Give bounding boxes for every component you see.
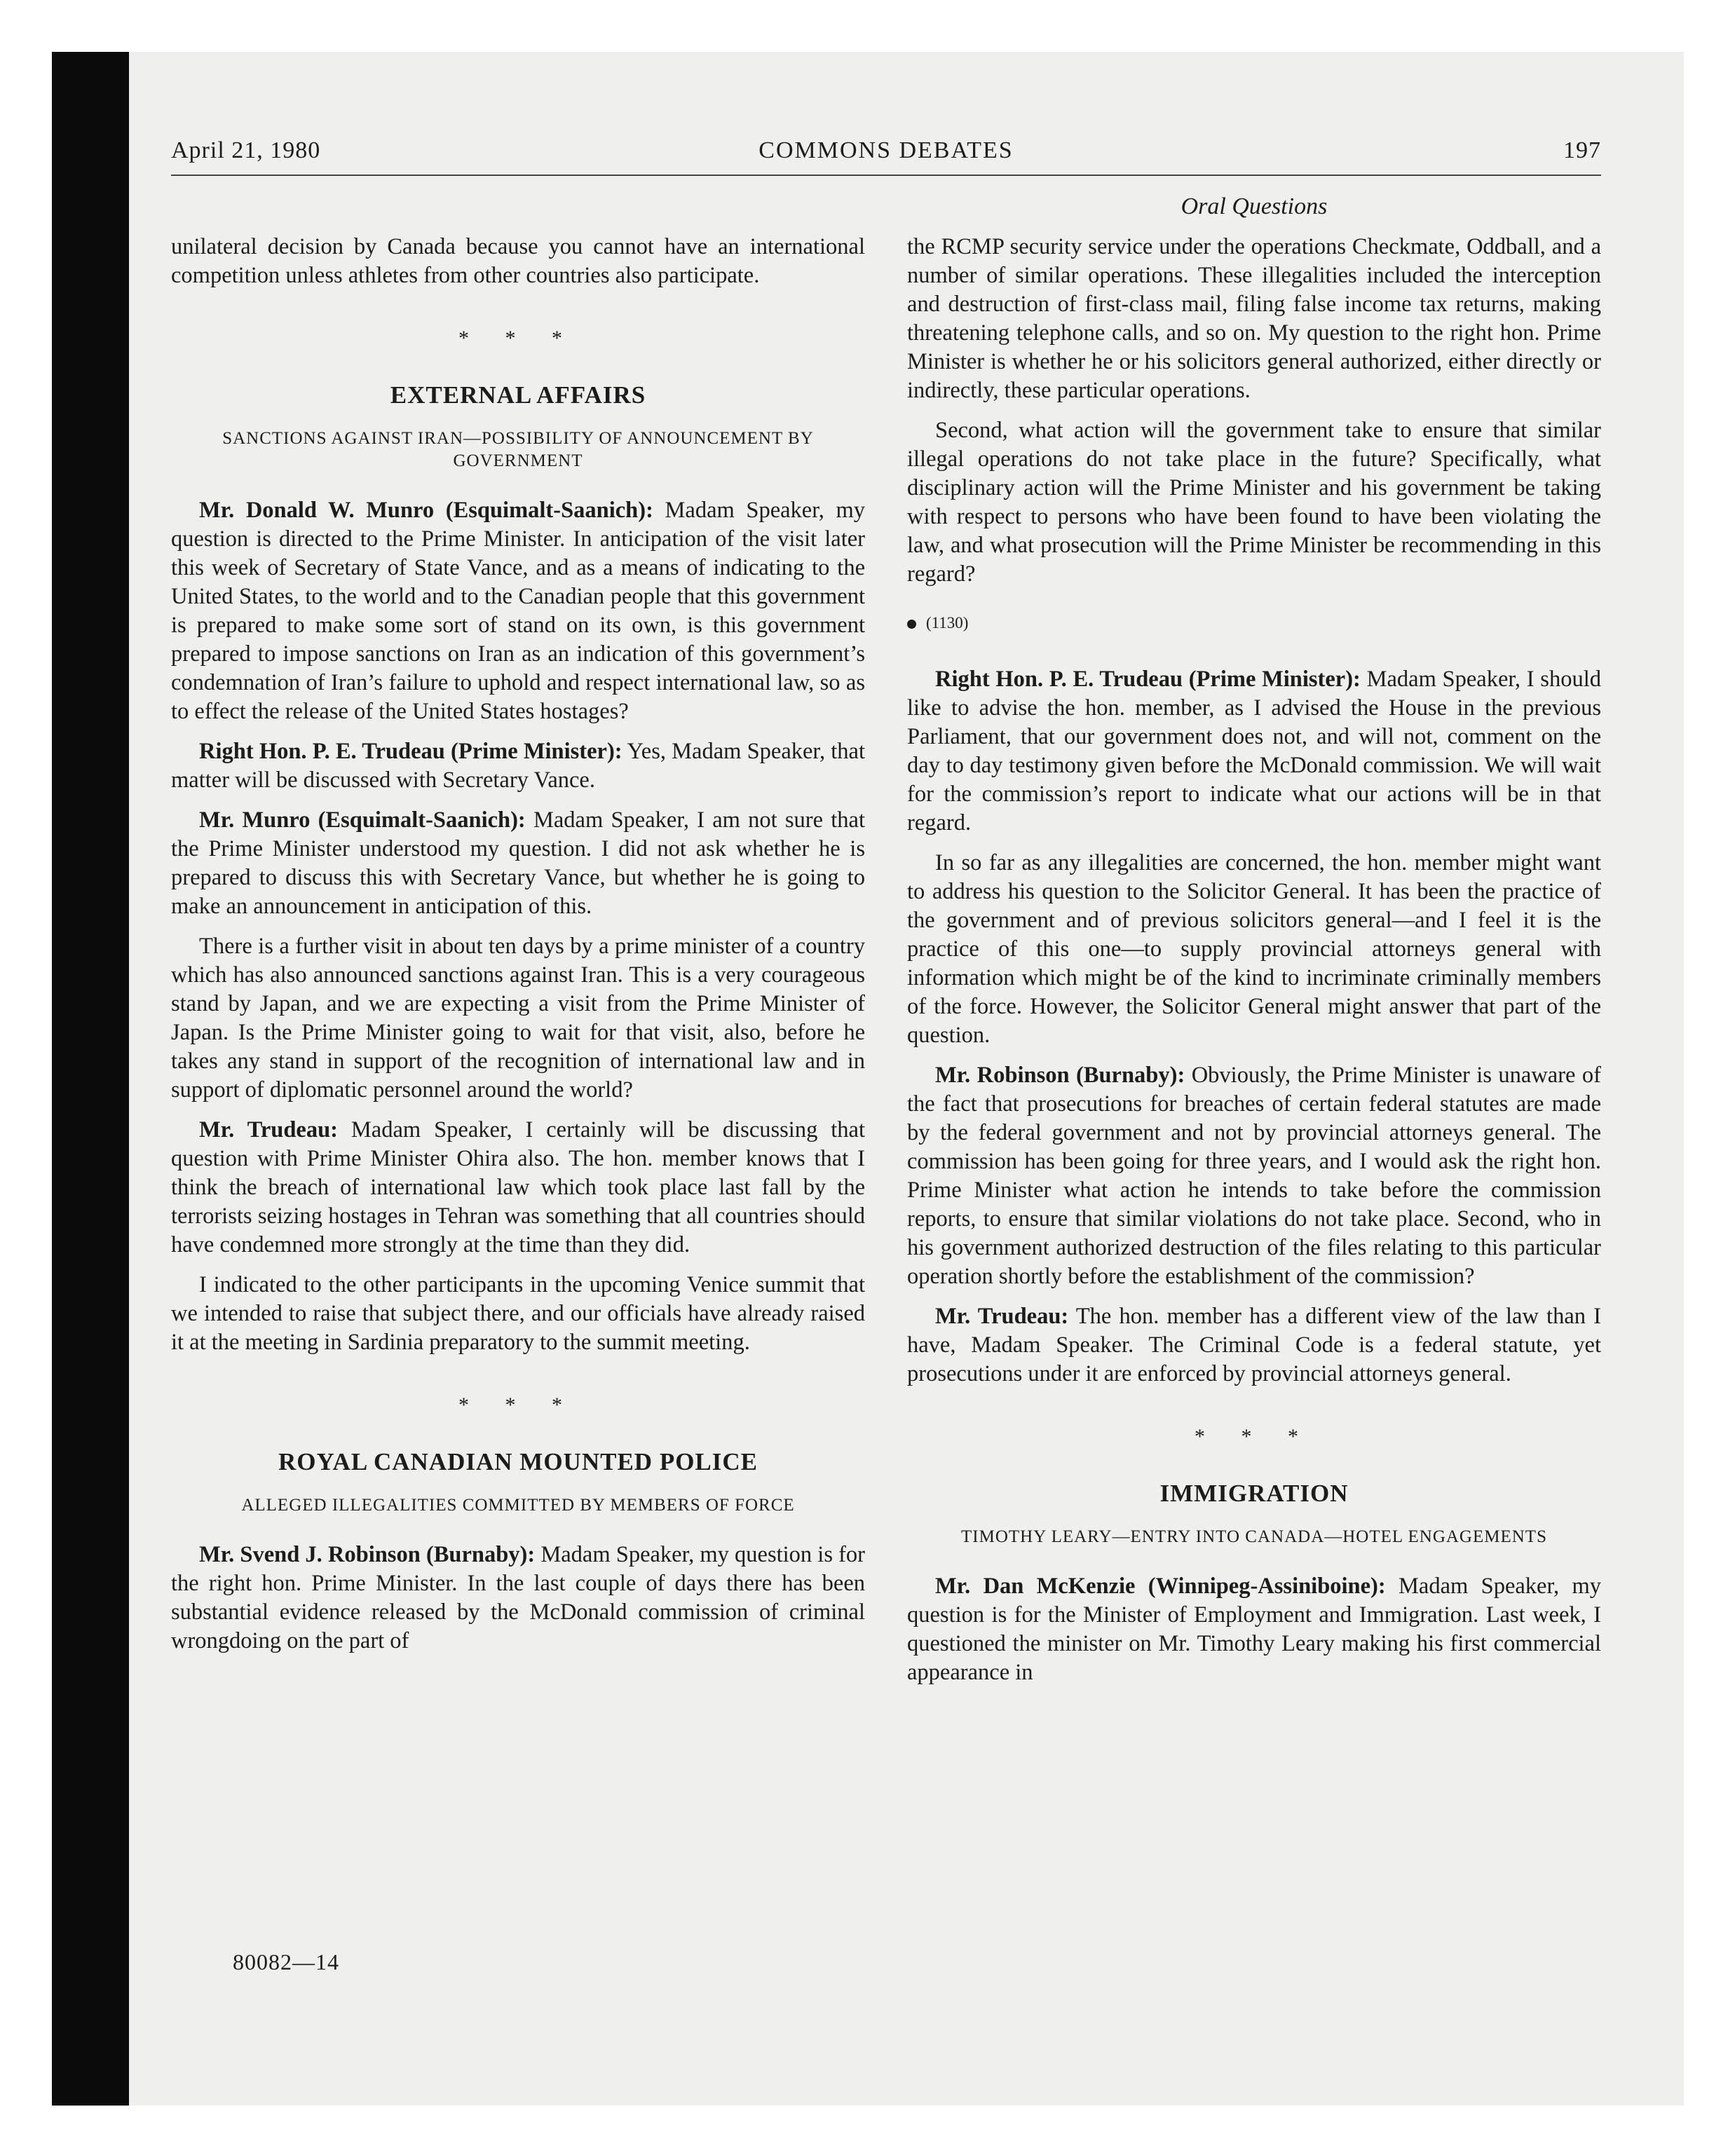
binding-edge-shadow xyxy=(52,52,129,2106)
speech-text: The hon. member has a different view of the law than I have, Madam Speaker. The Criminal Code is a federal statute, yet prosecutions under it are enforced by provincial attorneys general. xyxy=(907,1304,1601,1386)
timestamp-text: (1130) xyxy=(926,614,969,632)
page-date: April 21, 1980 xyxy=(171,137,321,163)
speaker-name: Mr. Trudeau: xyxy=(935,1304,1069,1329)
speech-text: Madam Speaker, my question is for the right hon. Prime Minister. In the last couple of days there has been substantial evidence released by the McDonald commission of criminal wrongdoing on the part of xyxy=(171,1542,866,1653)
speaker-name: Mr. Robinson (Burnaby): xyxy=(935,1063,1185,1088)
speech-text: Madam Speaker, my question is directed to the Prime Minister. In anticipation of the visit later this week of Secretary of State Vance, and as a means of indicating to the United States, to the world and to the Canadian people that this government is prepared to make some sort of stand on its own, is this government prepared to impose sanctions on Iran as an indication of this government’s condemnation of Iran’s failure to uphold and respect international law, so as to effect the release of the United States hostages? xyxy=(171,498,865,724)
section-heading: EXTERNAL AFFAIRS xyxy=(390,381,646,409)
section-heading: IMMIGRATION xyxy=(1159,1480,1349,1507)
speech-text: Madam Speaker, I should like to advise the hon. member, as I advised the House in the previous Parliament, that our government does not, and will not, comment on the day to day testimony given before the McDonald commission. We will wait for the commission’s report to indicate what our actions will be in that regard. xyxy=(907,667,1601,835)
section-subheading: TIMOTHY LEARY—ENTRY INTO CANADA—HOTEL ENGAGEMENTS xyxy=(961,1527,1547,1546)
speech-text: Yes, Madam Speaker, that matter will be discussed with Secretary Vance. xyxy=(171,739,865,793)
document-page xyxy=(171,137,1601,1974)
speaker-name: Mr. Munro (Esquimalt-Saanich): xyxy=(199,807,526,833)
section-subheading: ALLEGED ILLEGALITIES COMMITTED BY MEMBERS OF FORCE xyxy=(241,1496,795,1515)
section-separator: * * * xyxy=(458,1393,578,1417)
section-subheading: SANCTIONS AGAINST IRAN—POSSIBILITY OF ANNOUNCEMENT BY GOVERNMENT xyxy=(222,429,814,470)
speech-paragraph xyxy=(907,1572,1601,1687)
speaker-name: Right Hon. P. E. Trudeau (Prime Minister): xyxy=(935,667,1361,692)
section-subhead: Oral Questions xyxy=(1181,193,1328,219)
left-column xyxy=(171,233,865,1667)
speech-paragraph xyxy=(171,806,865,921)
timestamp xyxy=(907,608,1601,637)
header-rule xyxy=(171,175,1601,176)
paragraph: I indicated to the other participants in the upcoming Venice summit that we intended to raise that subject there, and our officials have already raised it at the meeting in Sardinia preparatory to the summit meeting. xyxy=(171,1272,865,1355)
speaker-name: Mr. Trudeau: xyxy=(199,1117,338,1142)
speech-text: Madam Speaker, my question is for the Minister of Employment and Immigration. Last week, I questioned the minister on Mr. Timothy Leary making his first commercial appearance in xyxy=(907,1574,1601,1685)
page-number: 197 xyxy=(1563,137,1601,163)
section-separator: * * * xyxy=(1195,1425,1314,1448)
section-heading: ROYAL CANADIAN MOUNTED POLICE xyxy=(278,1448,758,1475)
section-separator: * * * xyxy=(458,327,578,350)
speech-paragraph xyxy=(171,1116,865,1260)
speech-paragraph xyxy=(907,1061,1601,1291)
speech-paragraph xyxy=(907,665,1601,838)
paragraph: There is a further visit in about ten days by a prime minister of a country which has also announced sanctions against Iran. This is a very courageous stand by Japan, and we are expecting a visit from the Prime Minister of Japan. Is the Prime Minister going to wait for that visit, also, before he takes any stand in support of the recognition of international law and in support of diplomatic personnel around the world? xyxy=(171,934,865,1103)
bullet-icon xyxy=(907,620,916,629)
speech-paragraph xyxy=(171,737,865,795)
publication-title: COMMONS DEBATES xyxy=(758,137,1014,163)
speaker-name: Mr. Donald W. Munro (Esquimalt-Saanich): xyxy=(199,498,653,523)
speech-text: Obviously, the Prime Minister is unaware of the fact that prosecutions for breaches of certain federal statutes are made by the federal government and not by provincial attorneys general. The commission has been going for three years, and I would ask the right hon. Prime Minister what action he intends to take before the commission reports, to ensure that similar violations do not take place. Second, who in his government authorized destruction of the files relating to this particular operation shortly before the establishment of the commission? xyxy=(907,1063,1601,1289)
paragraph: unilateral decision by Canada because you cannot have an international competition unless athletes from other countries also participate. xyxy=(171,234,865,288)
speech-paragraph xyxy=(171,496,865,726)
right-column xyxy=(907,233,1601,1698)
paragraph: the RCMP security service under the operations Checkmate, Oddball, and a number of similar operations. These illegalities included the interception and destruction of first-class mail, filing false income tax returns, making threatening telephone calls, and so on. My question to the right hon. Prime Minister is whether he or his solicitors general authorized, either directly or indirectly, these particular operations. xyxy=(907,234,1601,403)
print-code: 80082—14 xyxy=(233,1949,339,1974)
running-head xyxy=(171,137,1601,172)
speaker-name: Right Hon. P. E. Trudeau (Prime Minister): xyxy=(199,739,622,764)
speaker-name: Mr. Dan McKenzie (Winnipeg-Assiniboine): xyxy=(935,1574,1386,1599)
speech-text: Madam Speaker, I certainly will be discussing that question with Prime Minister Ohira also. The hon. member knows that I think the breach of international law which took place last fall by the terrorists seizing hostages in Tehran was something that all countries should have condemned more strongly at the time than they did. xyxy=(171,1117,865,1257)
speech-paragraph xyxy=(907,1302,1601,1389)
speaker-name: Mr. Svend J. Robinson (Burnaby): xyxy=(199,1542,536,1567)
paragraph: In so far as any illegalities are concerned, the hon. member might want to address his question to the Solicitor General. It has been the practice of the government and of previous solicitors general—and I feel it is the practice of this one—to supply provincial attorneys general with information which might be of the kind to incriminate criminally members of the force. However, the Solicitor General might answer that part of the question. xyxy=(907,850,1601,1048)
speech-paragraph xyxy=(171,1541,865,1656)
speech-text: Madam Speaker, I am not sure that the Prime Minister understood my question. I did not ask whether he is prepared to discuss this with Secretary Vance, but whether he is going to make an announcement in anticipation of this. xyxy=(171,807,865,919)
paragraph: Second, what action will the government take to ensure that similar illegal operations do not take place in the future? Specifically, what disciplinary action will the Prime Minister and his government be taking with respect to persons who have been found to have been violating the law, and what prosecution will the Prime Minister be recommending in this regard? xyxy=(907,418,1601,587)
